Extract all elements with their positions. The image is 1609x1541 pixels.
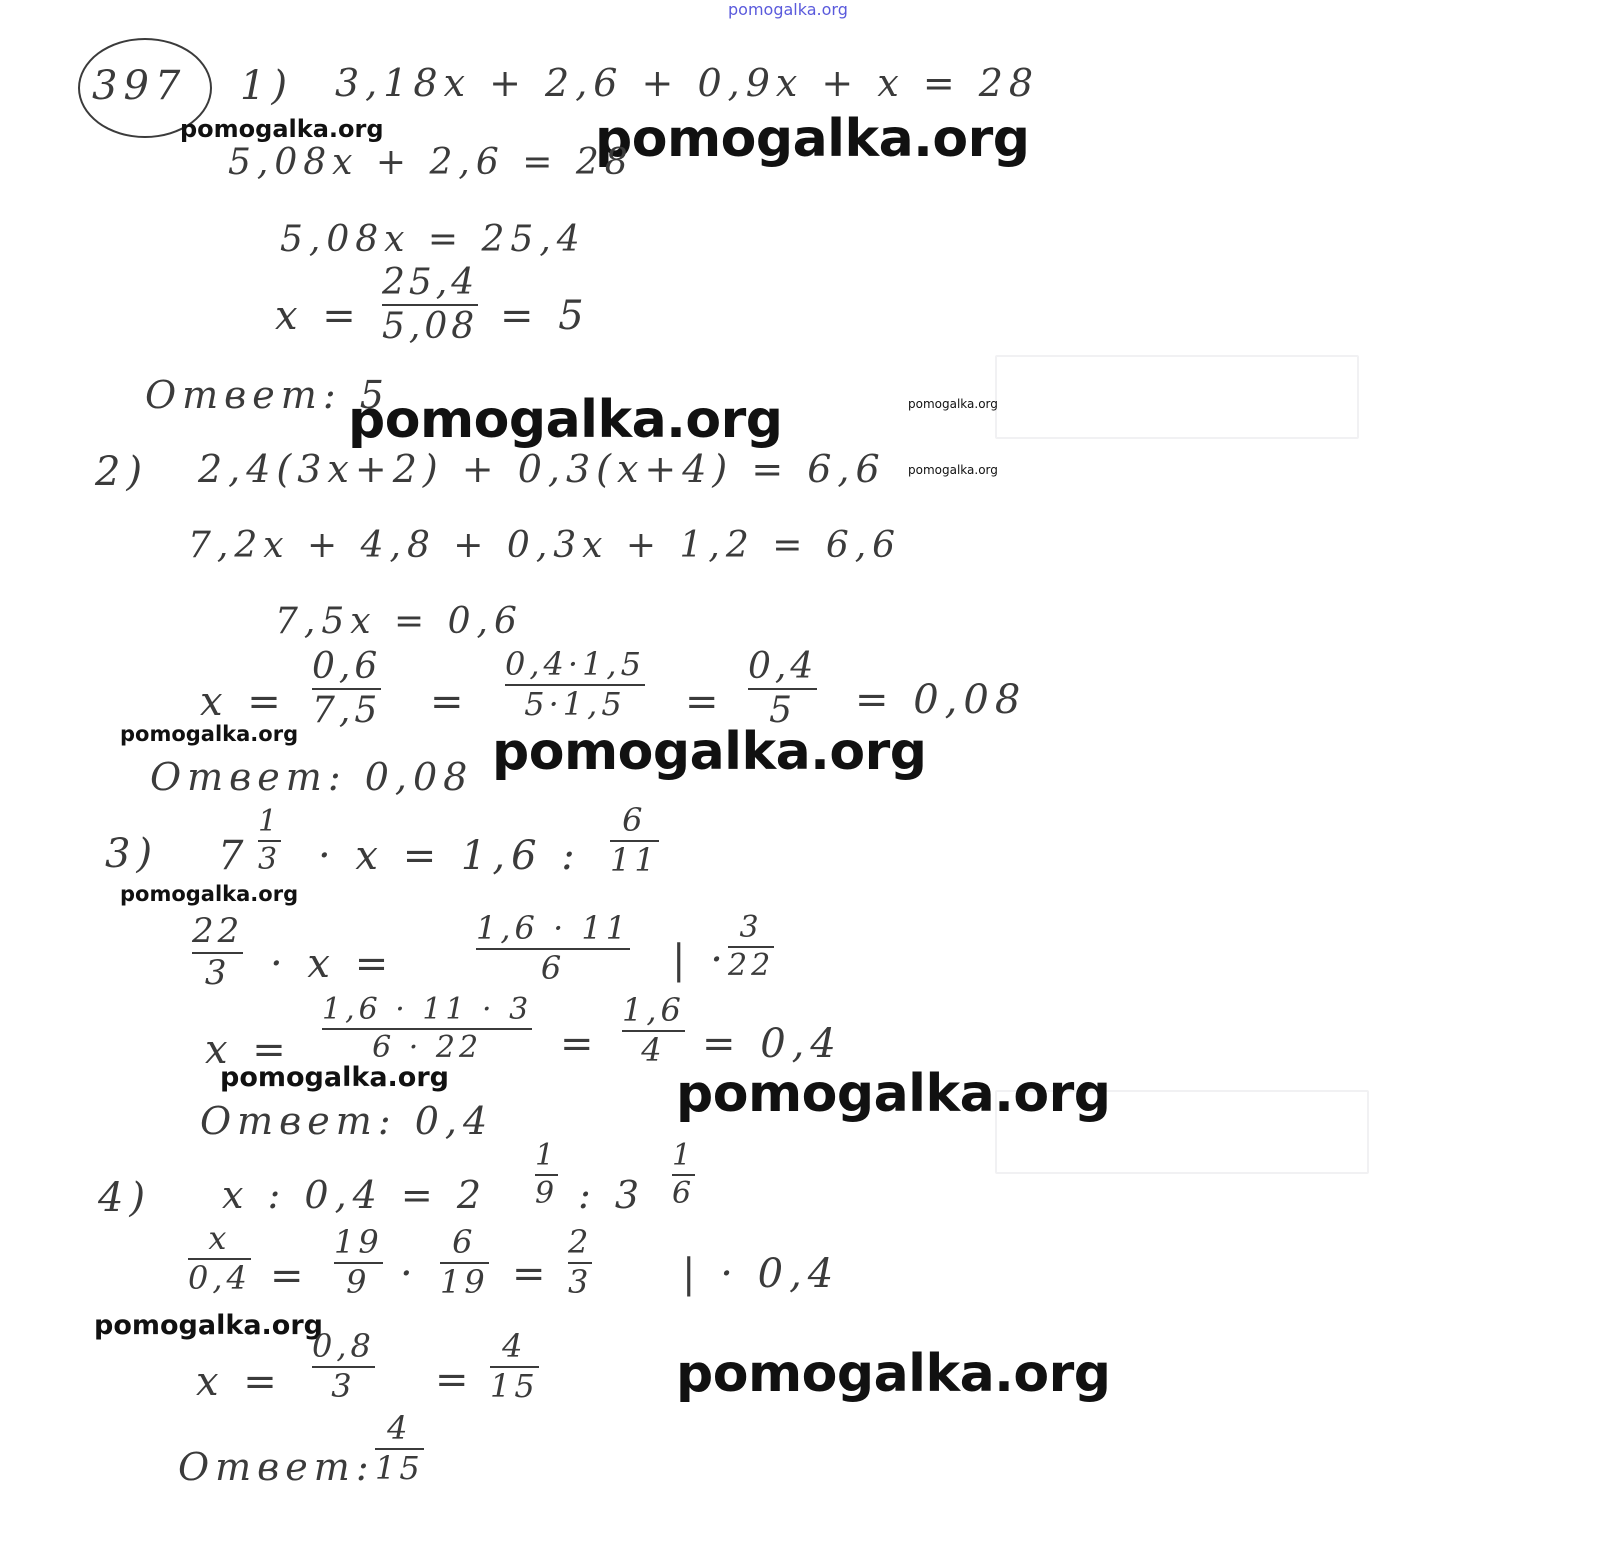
denominator: 5·1,5 [524,684,626,723]
part2-step3-right: = 0,08 [855,677,1027,723]
numerator: 6 [452,1223,477,1261]
denominator: 3 [568,1262,593,1301]
part2-fraction-2 [505,645,645,723]
part3-step2-right: = 0,4 [702,1021,842,1067]
part4-step1-fraction-2 [440,1223,489,1301]
part4-step2-left: x = [196,1359,283,1405]
watermark: pomogalka.org [120,722,299,746]
part1-step3-left: x = [275,293,362,339]
part4-mixed-2 [672,1140,695,1209]
denominator: 3 [258,841,282,877]
denominator: 5,08 [382,305,479,347]
numerator: 3 [739,910,763,945]
part3-step1-fraction [192,911,244,993]
equals-sign: = [560,1021,600,1067]
watermark: pomogalka.org [676,1344,1111,1404]
denominator: 9 [346,1262,371,1301]
watermark: pomogalka.org [595,109,1030,169]
part4-label: 4) [98,1175,152,1221]
numerator: 1,6 · 11 · 3 [322,992,533,1027]
watermark: pomogalka.org [220,1062,449,1093]
part4-step1-left-fraction [188,1219,251,1297]
denominator: 22 [728,947,775,983]
part2-answer: Ответ: 0,08 [150,755,474,799]
numerator: 19 [334,1223,383,1261]
equals-sign: = [430,679,470,725]
part3-step1-right-fraction [476,909,631,987]
part4-equation-left: x : 0,4 = 2 [222,1173,487,1217]
part1-fraction [382,264,478,346]
numerator: 0,6 [312,646,382,687]
denominator: 15 [375,1448,424,1487]
numerator: 0,4·1,5 [505,645,645,683]
part3-label: 3) [105,831,159,877]
part3-answer: Ответ: 0,4 [200,1099,494,1143]
watermark: pomogalka.org [492,722,927,782]
numerator: 2 [568,1223,593,1261]
watermark: pomogalka.org [348,390,783,450]
numerator: 0,4 [748,646,818,687]
watermark: pomogalka.org [676,1064,1111,1124]
numerator: 6 [622,801,647,839]
numerator: 22 [192,911,244,951]
part4-equation-mid: : 3 [578,1173,646,1217]
part1-equation: 3,18x + 2,6 + 0,9x + x = 28 [335,61,1040,105]
part4-step1-multiplier: | · 0,4 [682,1251,840,1297]
part3-step1-multiplier: | · [672,937,729,983]
part2-fraction-3 [748,648,817,730]
part1-step3-right: = 5 [500,293,590,339]
part1-label: 1) [240,63,294,109]
part1-answer: Ответ: 5 [145,373,390,417]
denominator: 6 · 22 [372,1029,483,1065]
denominator: 6 [672,1175,696,1211]
part1-step1: 5,08x + 2,6 = 28 [228,142,634,183]
denominator: 3 [331,1366,356,1405]
part3-step2-left: x = [205,1027,292,1073]
equals-sign: = [512,1251,552,1297]
part3-whole: 7 [218,833,250,879]
denominator: 19 [440,1262,489,1301]
equals-sign: = [685,679,725,725]
watermark: pomogalka.org [180,115,384,143]
numerator: 1 [535,1138,559,1173]
part4-step2-result-fraction [490,1327,539,1405]
numerator: 1,6 [622,991,685,1029]
part3-step1-multiplier-fraction [728,912,774,981]
part2-label: 2) [95,449,149,495]
numerator: 0,8 [312,1327,375,1365]
numerator: 25,4 [382,262,479,303]
bleed-through-mark [995,355,1359,439]
numerator: 4 [387,1409,412,1447]
part3-equation-fraction [610,801,659,879]
part4-step1-fraction-3 [568,1223,593,1301]
denominator: 4 [641,1030,666,1069]
denominator: 5 [769,689,797,731]
numerator: x [208,1219,231,1257]
denominator: 6 [540,948,566,987]
numerator: 1 [672,1138,696,1173]
part4-step1-fraction-1 [334,1223,383,1301]
part4-answer-label: Ответ: [178,1445,375,1489]
part1-step2: 5,08x = 25,4 [280,219,586,260]
denominator: 0,4 [188,1258,251,1297]
watermark: pomogalka.org [908,397,998,411]
problem-number: 397 [92,63,187,109]
multiply-dot: · [400,1251,419,1297]
part3-mixed-fraction [258,806,281,875]
numerator: 1,6 · 11 [476,909,631,947]
watermark: pomogalka.org [94,1310,323,1341]
denominator: 3 [204,952,231,993]
part2-step3-left: x = [200,679,287,725]
numerator: 1 [258,804,282,839]
part2-fraction-1 [312,648,381,730]
part3-step1-mid: · x = [270,941,395,987]
equals-sign: = [435,1357,475,1403]
watermark: pomogalka.org [120,882,299,906]
part4-answer-fraction [375,1409,424,1487]
denominator: 11 [610,840,659,879]
part3-step2-fraction-2 [622,991,685,1069]
denominator: 7,5 [312,689,382,731]
watermark: pomogalka.org [908,463,998,477]
part4-step2-fraction [312,1327,375,1405]
part4-mixed-1 [535,1140,558,1209]
part2-step2: 7,5x = 0,6 [275,601,523,642]
part3-step2-fraction [322,994,532,1063]
watermark: pomogalka.org [728,0,848,19]
denominator: 9 [535,1175,559,1211]
numerator: 4 [502,1327,527,1365]
part3-equation-mid: · x = 1,6 : [318,833,581,879]
part2-equation: 2,4(3x+2) + 0,3(x+4) = 6,6 [198,447,886,491]
denominator: 15 [490,1366,539,1405]
equals-sign: = [270,1253,310,1299]
part2-step1: 7,2x + 4,8 + 0,3x + 1,2 = 6,6 [188,525,902,566]
